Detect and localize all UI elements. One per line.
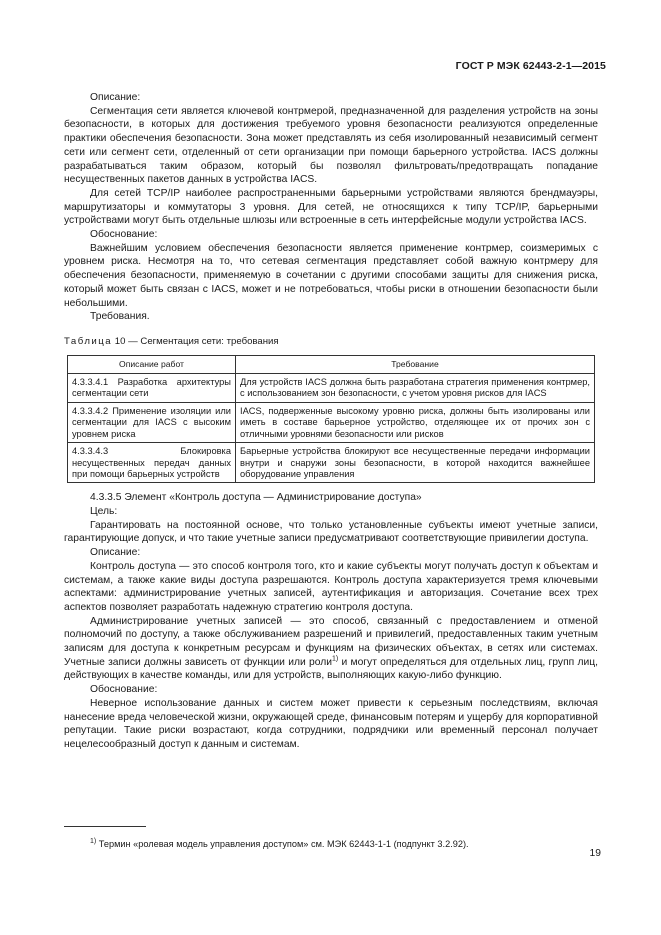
page-content	[64, 91, 598, 752]
paragraph: Важнейшим условием обеспечения безопасности является применение контрмер, соизмеримых с уровнем риска. Несмотря на то, что сетевая сегментация представляет собой важную контрмеру для обеспечения безопасности, применяемую в сочетании с другими способами защиты для снижения риска, который может быть связан с IACS, может и не потребоваться, чтобы риски в отношении безопасности были небольшими.	[64, 242, 598, 309]
paragraph-text: Администрирование учетных записей — это способ, связанный с предоставлением и отменой полномочий по доступу, а также обслуживанием разрешений и привилегий, предоставленных таким учетным записям для доступа к конкретным ресурсам и функциям на физических объектах, в сетях или системах. Учетные записи должны зависеть от функции или роли	[64, 615, 598, 668]
table-cell-requirement: IACS, подверженные высокому уровню риска, должны быть изолированы или иметь в составе барьерное устройство, отделяющее их от прочих зон с отличными уровнями безопасности или рисков	[236, 402, 595, 442]
table-cell-description: 4.3.3.4.3 Блокировка несущественных передач данных при помощи барьерных устройств	[68, 443, 236, 483]
table-header-cell: Требование	[236, 355, 595, 373]
table-row	[68, 443, 595, 483]
paragraph: Сегментация сети является ключевой контрмерой, предназначенной для разделения устройств на зоны безопасности, в которых для достижения требуемого уровня безопасности реализуются определенные практики обеспечения безопасности. Зона может представлять из себя изолированный независимый сегмент сети или сегмент сети, отделенный от сети организации при помощи барьерного устройства. IACS должны разрабатываться таким образом, который бы позволял фильтровать/предотвращать попадание несущественных пакетов данных в устройства IACS.	[64, 105, 598, 186]
table-cell-requirement: Барьерные устройства блокируют все несущественные передачи информации внутри и снаружи зоны безопасности, в которой находится важнейшее оборудование управления	[236, 443, 595, 483]
table-caption-label: Таблица	[64, 335, 113, 347]
table-row	[68, 374, 595, 403]
paragraph	[64, 615, 598, 684]
footnote	[64, 838, 598, 850]
label-rationale: Обоснование:	[90, 229, 158, 241]
table-header-cell: Описание работ	[68, 355, 236, 373]
label-rationale: Обоснование:	[90, 684, 158, 696]
footnote-marker: 1)	[90, 838, 97, 846]
table-cell-description: 4.3.3.4.1 Разработка архитектуры сегментации сети	[68, 374, 236, 403]
footnote-reference[interactable]: 1)	[331, 655, 339, 663]
table-caption	[64, 335, 598, 349]
table-header-row	[68, 355, 595, 373]
footnote-divider	[64, 826, 146, 827]
label-description: Описание:	[90, 92, 141, 103]
paragraph: Контроль доступа — это способ контроля того, кто и какие субъекты могут получать доступ к объектам и системам, а также какие виды доступа разрешаются. Контроль доступа характеризуется тремя ключевыми аспектами: администрирование учетных записей, аутентификация и авторизация. Сочетание всех трех аспектов позволяет разработать надежную стратегию контроля доступа.	[64, 560, 598, 613]
table-caption-text: 10 — Сегментация сети: требования	[112, 335, 279, 347]
paragraph: Гарантировать на постоянной основе, что только установленные субъекты имеют учетные записи, гарантирующие допуск, и что такие учетные записи предусматривают соответствующие привилегии доступа.	[64, 519, 598, 545]
footnote-text: Термин «ролевая модель управления доступом» см. МЭК 62443-1-1 (подпункт 3.2.92).	[96, 839, 469, 850]
table-cell-description: 4.3.3.4.2 Применение изоляции или сегментации для IACS с высоким уровнем риска	[68, 402, 236, 442]
paragraph: Неверное использование данных и систем может привести к серьезным последствиям, включая нанесение вреда человеческой жизни, окружающей среде, финансовым потерям и ущербу для корпоративной репутации. Такие риски возрастают, когда сотрудники, подрядчики или временный персонал получает нецелесообразный доступ к данным и системам.	[64, 697, 598, 750]
label-goal: Цель:	[90, 506, 118, 518]
document-header: ГОСТ Р МЭК 62443-2-1—2015	[455, 60, 606, 72]
section-heading: 4.3.3.5 Элемент «Контроль доступа — Администрирование доступа»	[90, 492, 422, 504]
paragraph: Для сетей TCP/IP наиболее распространенными барьерными устройствами являются брендмауэры, маршрутизаторы и коммутаторы 3 уровня. Для сетей, не относящихся к типу TCP/IP, барьерными устройствами могут быть отдельные шлюзы или встроенные в сеть интерфейсные модули устройства IACS.	[64, 187, 598, 227]
table-row	[68, 402, 595, 442]
label-requirements: Требования.	[90, 311, 150, 323]
page-number: 19	[589, 848, 601, 859]
requirements-table	[67, 355, 595, 484]
label-description: Описание:	[90, 547, 141, 559]
paragraph-text: и могут определяться для отдельных лиц, групп лиц, действующих в качестве команды, или для устройств, выполняющих какую-либо функцию.	[64, 656, 599, 682]
table-cell-requirement: Для устройств IACS должна быть разработана стратегия применения контрмер, с использованием зон безопасности, с учетом уровня рисков для IACS	[236, 374, 595, 403]
